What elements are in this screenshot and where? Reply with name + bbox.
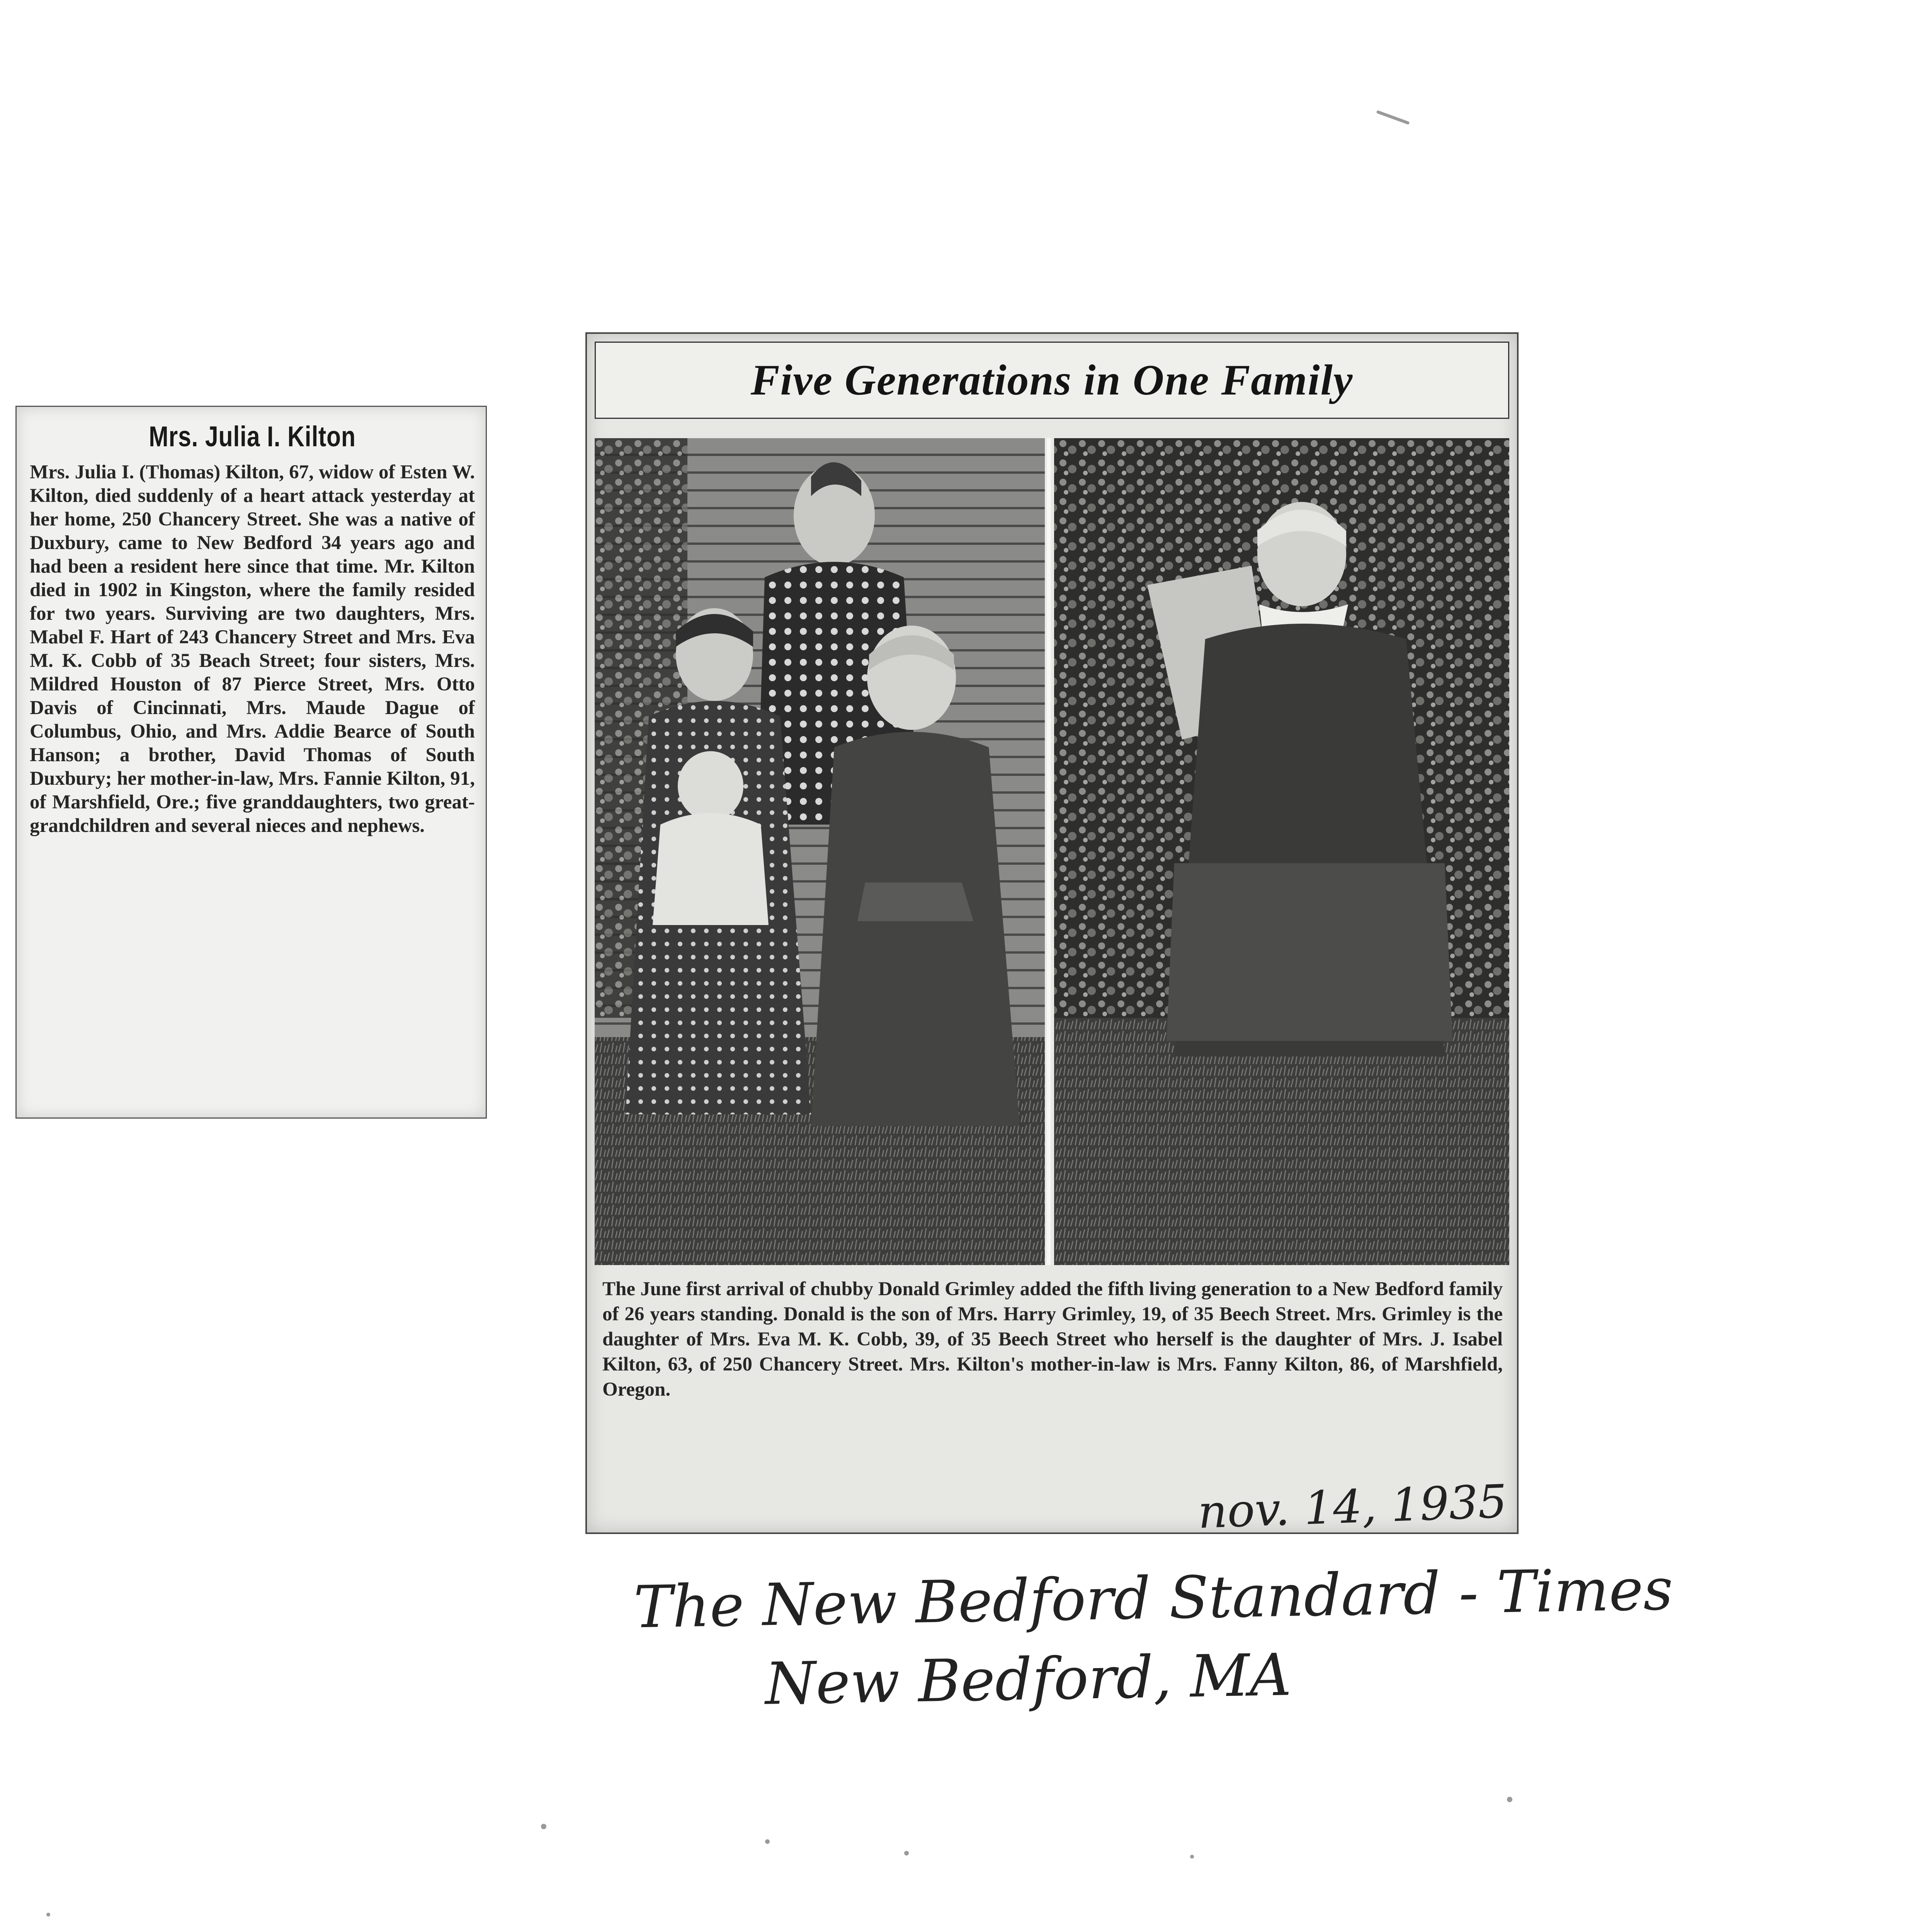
scan-speck bbox=[765, 1839, 770, 1844]
family-photograph-image bbox=[595, 438, 1509, 1265]
scan-speck bbox=[1376, 110, 1410, 125]
photo-title: Five Generations in One Family bbox=[750, 356, 1354, 404]
obituary-title: Mrs. Julia I. Kilton bbox=[149, 420, 356, 452]
obituary-clipping bbox=[15, 406, 487, 1119]
handwritten-date: nov. 14, 1935 bbox=[1197, 1475, 1508, 1539]
handwritten-newspaper-name: The New Bedford Standard - Times bbox=[633, 1556, 1674, 1641]
handwritten-city: New Bedford, MA bbox=[764, 1641, 1292, 1718]
scan-speck bbox=[46, 1913, 50, 1917]
scan-speck bbox=[1190, 1855, 1194, 1859]
obituary-body: Mrs. Julia I. (Thomas) Kilton, 67, widow of Esten W. Kilton, died suddenly of a heart attack yesterday at her home, 250 Chancery Street. She was a native of Duxbury, came to New Bedford 34 years ago and had been a resident here since that time. Mr. Kilton died in 1902 in Kingston, where the family resided for two years. Surviving are two daughters, Mrs. Mabel F. Hart of 243 Chancery Street and Mrs. Eva M. K. Cobb of 35 Beach Street; four sisters, Mrs. Mildred Houston of 87 Pierce Street, Mrs. Otto Davis of Cincinnati, Mrs. Maude Dague of Columbus, Ohio, and Mrs. Addie Bearce of South Hanson; a brother, David Thomas of South Duxbury; her mother-in-law, Mrs. Fannie Kilton, 91, of Marshfield, Ore.; five granddaughters, two great-grandchildren and several nieces and nephews. bbox=[30, 461, 475, 837]
photo-clipping bbox=[585, 332, 1519, 1534]
scan-speck bbox=[904, 1851, 909, 1855]
photo-caption: The June first arrival of chubby Donald Grimley added the fifth living generation to a New Bedford family of 26 years standing. Donald is the son of Mrs. Harry Grimley, 19, of 35 Beech Street. Mrs. Grimley is the daughter of Mrs. Eva M. K. Cobb, 39, of 35 Beech Street who herself is the daughter of Mrs. J. Isabel Kilton, 63, of 250 Chancery Street. Mrs. Kilton's mother-in-law is Mrs. Fanny Kilton, 86, of Marshfield, Oregon. bbox=[602, 1278, 1503, 1400]
family-photograph bbox=[595, 438, 1509, 1265]
photo-title-bar bbox=[595, 342, 1509, 419]
scan-speck bbox=[541, 1824, 546, 1829]
scan-speck bbox=[1507, 1797, 1512, 1802]
